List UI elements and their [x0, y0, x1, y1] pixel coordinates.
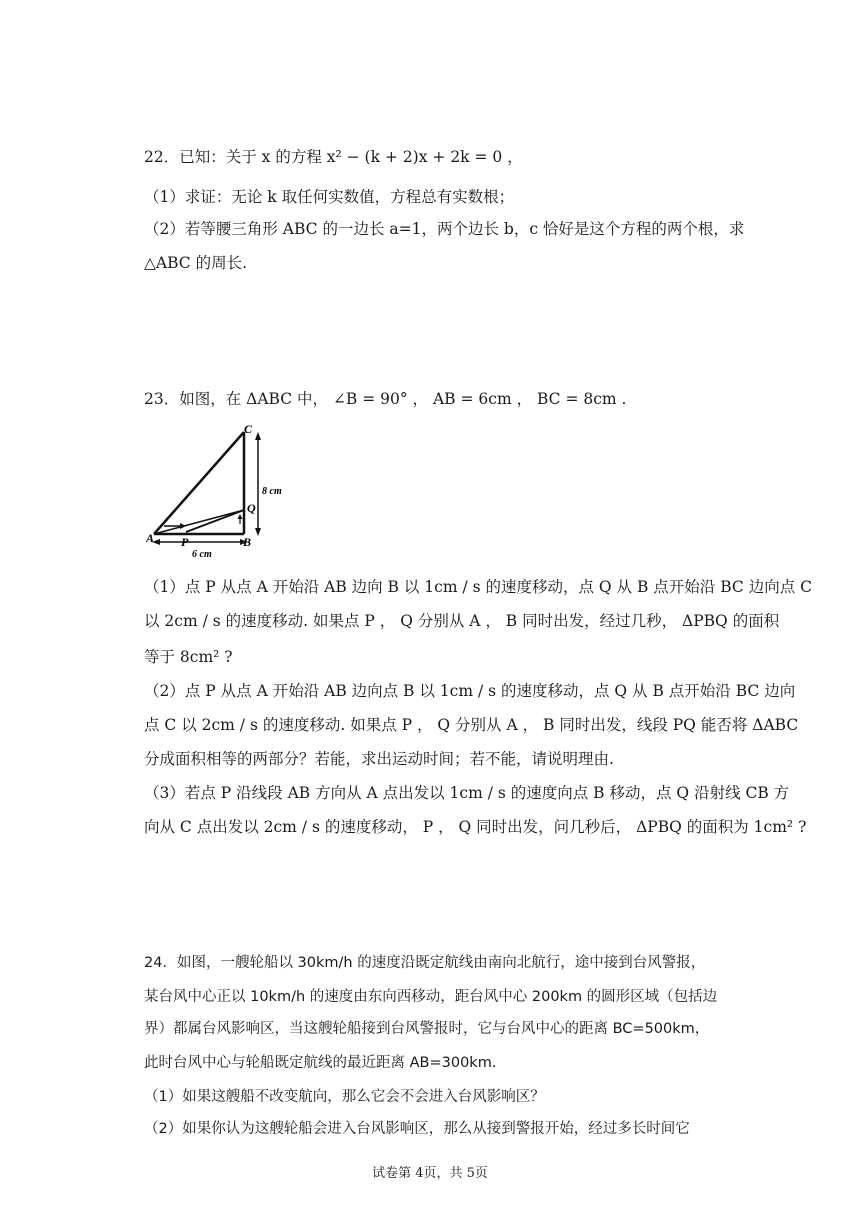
q23-part3-line2: 向从 C 点出发以 2cm / s 的速度移动， P ， Q 同时出发，问几秒后， ΔPBQ 的面积为 1cm² ? [144, 818, 807, 836]
q23-part1-line1: （1）点 P 从点 A 开始沿 AB 边向 B 以 1cm / s 的速度移动，点 Q 从 B 点开始沿 BC 边向点 C [144, 578, 812, 596]
label-ab-length: 6 cm [192, 549, 212, 560]
q24-line2: 某台风中心正以 10km/h 的速度由东向西移动，距台风中心 200km 的圆形区域（包括边 [144, 989, 718, 1005]
q22-part2-line2: △ABC 的周长. [144, 254, 248, 272]
side-AC [154, 432, 244, 534]
page-footer: 试卷第 4页，共 5页 [372, 1166, 488, 1181]
q24-line3: 界）都属台风影响区，当这艘轮船接到台风警报时，它与台风中心的距离 BC=500km， [144, 1021, 710, 1037]
label-C: C [244, 422, 253, 436]
q23-part3-line1: （3）若点 P 沿线段 AB 方向从 A 点出发以 1cm / s 的速度向点 B 移动，点 Q 沿射线 CB 方 [144, 784, 790, 802]
label-Q: Q [247, 501, 256, 515]
label-bc-length: 8 cm [262, 486, 282, 497]
q23-stem: 23．如图，在 ΔABC 中， ∠B = 90° ， AB = 6cm ， BC = 8cm . [144, 390, 627, 408]
q22-stem: 22．已知：关于 x 的方程 x² − (k + 2)x + 2k = 0 ， [144, 148, 523, 166]
segment-AQ [154, 510, 244, 534]
q22-part2-line1: （2）若等腰三角形 ABC 的一边长 a=1，两个边长 b，c 恰好是这个方程的两个根，求 [144, 220, 745, 238]
q24-part1: （1）如果这艘船不改变航向，那么它会不会进入台风影响区？ [144, 1089, 545, 1105]
q24-line4: 此时台风中心与轮船既定航线的最近距离 AB=300km. [144, 1055, 497, 1071]
q23-part1-line2: 以 2cm / s 的速度移动. 如果点 P ， Q 分别从 A ， B 同时出发，经过几秒， ΔPBQ 的面积 [144, 612, 780, 630]
q22-part1: （1）求证：无论 k 取任何实数值，方程总有实数根； [144, 188, 515, 206]
triangle-figure [146, 422, 306, 562]
q23-part2-line1: （2）点 P 从点 A 开始沿 AB 边向点 B 以 1cm / s 的速度移动，点 Q 从 B 点开始沿 BC 边向 [144, 682, 796, 700]
q23-part2-line3: 分成面积相等的两部分？若能，求出运动时间；若不能，请说明理由. [144, 750, 614, 768]
label-A: A [146, 531, 155, 545]
q24-part2: （2）如果你认为这艘轮船会进入台风影响区，那么从接到警报开始，经过多长时间它 [144, 1121, 690, 1137]
q24-line1: 24．如图，一艘轮船以 30km/h 的速度沿既定航线由南向北航行，途中接到台风警报， [144, 955, 706, 971]
q23-part1-line3: 等于 8cm² ? [144, 648, 233, 666]
q23-part2-line2: 点 C 以 2cm / s 的速度移动. 如果点 P ， Q 分别从 A ， B 同时出发，线段 PQ 能否将 ΔABC [144, 716, 799, 734]
label-B: B [243, 535, 252, 549]
segment-PQ [186, 510, 244, 532]
label-P: P [181, 535, 189, 549]
